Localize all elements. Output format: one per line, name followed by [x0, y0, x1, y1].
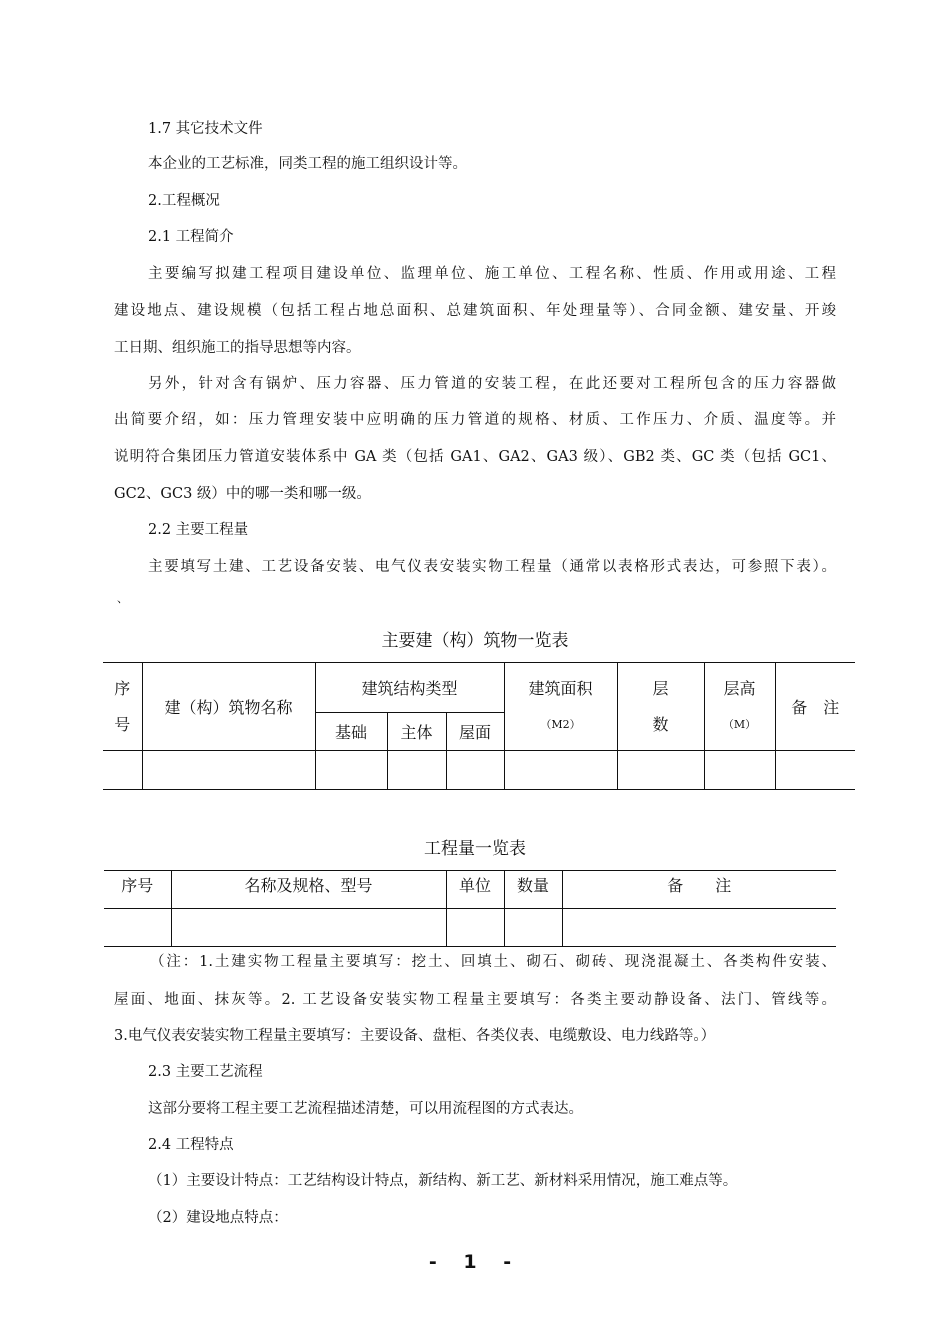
- paragraph-2-2: 主要填写土建、工艺设备安装、电气仪表安装实物工程量（通常以表格形式表达，可参照下表）。: [148, 559, 836, 575]
- heading-2-4: 2.4 工程特点: [148, 1137, 234, 1153]
- table2-title: 工程量一览表: [424, 839, 526, 859]
- col-roof: 屋面: [446, 713, 504, 751]
- paragraph-2-1-line: 建设地点、建设规模（包括工程占地总面积、总建筑面积、年处理量等）、合同金额、建安量、开竣: [114, 303, 836, 319]
- col-unit: 单位: [446, 871, 504, 909]
- col-foundation: 基础: [315, 713, 387, 751]
- page-number: - 1 -: [428, 1251, 522, 1273]
- table-cell: [504, 751, 617, 790]
- col-seq: 序号: [104, 871, 171, 909]
- paragraph-pressure-line: 说明符合集团压力管道安装体系中 GA 类（包括 GA1、GA2、GA3 级）、GB2 类、GC 类（包括 GC1、: [114, 449, 836, 465]
- paragraph-2-1-line: 工日期、组织施工的指导思想等内容。: [114, 340, 361, 356]
- col-name-spec: 名称及规格、型号: [171, 871, 446, 909]
- col-main-body: 主体: [387, 713, 446, 751]
- table-cell: [504, 909, 562, 947]
- table-cell: [446, 751, 504, 790]
- col-note: 备 注: [775, 663, 855, 751]
- col-floor-height: [704, 663, 775, 751]
- paragraph-site-features: （2）建设地点特点：: [148, 1210, 288, 1226]
- paragraph-2-1-line: 主要编写拟建工程项目建设单位、监理单位、施工单位、工程名称、性质、作用或用途、工程: [148, 266, 836, 282]
- table-cell: [775, 751, 855, 790]
- table-cell: [704, 751, 775, 790]
- heading-2-2: 2.2 主要工程量: [148, 522, 249, 538]
- col-area-label: 建筑面积: [528, 678, 593, 698]
- paragraph-pressure-line: 另外，针对含有锅炉、压力容器、压力管道的安装工程，在此还要对工程所包含的压力容器做: [148, 376, 836, 392]
- table-cell: [142, 751, 315, 790]
- heading-1-7: 1.7 其它技术文件: [148, 121, 263, 137]
- paragraph-1-7: 本企业的工艺标准，同类工程的施工组织设计等。: [148, 156, 467, 172]
- col-note: 备 注: [562, 871, 836, 909]
- col-structure-type: 建筑结构类型: [315, 663, 504, 713]
- col-seq: 序号: [103, 663, 142, 751]
- paragraph-design-features: （1）主要设计特点：工艺结构设计特点，新结构、新工艺、新材料采用情况，施工难点等。: [148, 1173, 738, 1189]
- heading-2-1: 2.1 工程简介: [148, 229, 234, 245]
- table1-title: 主要建（构）筑物一览表: [381, 631, 569, 651]
- table-cell: [103, 751, 142, 790]
- table-cell: [617, 751, 704, 790]
- buildings-table: [103, 662, 855, 790]
- note-line: 屋面、地面、抹灰等。2. 工艺设备安装实物工程量主要填写：各类主要动静设备、法门、管线等。: [114, 992, 836, 1008]
- col-area: [504, 663, 617, 751]
- note-line: 3.电气仪表安装实物工程量主要填写：主要设备、盘柜、各类仪表、电缆敷设、电力线路等。）: [114, 1028, 716, 1044]
- col-area-unit: （M2）: [540, 717, 581, 731]
- col-quantity: 数量: [504, 871, 562, 909]
- quantities-table: [104, 870, 836, 947]
- paragraph-pressure-line: GC2、GC3 级）中的哪一类和哪一级。: [114, 486, 371, 502]
- table-cell: [562, 909, 836, 947]
- heading-2-3: 2.3 主要工艺流程: [148, 1064, 263, 1080]
- table-cell: [387, 751, 446, 790]
- col-building-name: 建（构）筑物名称: [142, 663, 315, 751]
- table-cell: [446, 909, 504, 947]
- table-row: [104, 909, 836, 947]
- paragraph-2-3: 这部分要将工程主要工艺流程描述清楚，可以用流程图的方式表达。: [148, 1101, 583, 1117]
- col-floors: 层数: [617, 663, 704, 751]
- table-cell: [171, 909, 446, 947]
- table-row: [103, 751, 855, 790]
- col-height-unit: （M）: [722, 717, 757, 731]
- note-line: （注：1.土建实物工程量主要填写：挖土、回填土、砌石、砌砖、现浇混凝土、各类构件安装、: [150, 954, 836, 970]
- paragraph-pressure-line: 出简要介绍，如：压力管理安装中应明确的压力管道的规格、材质、工作压力、介质、温度等。并: [114, 412, 836, 428]
- table-cell: [315, 751, 387, 790]
- table-cell: [104, 909, 171, 947]
- heading-2: 2.工程概况: [148, 193, 220, 209]
- stray-mark: 、: [117, 592, 128, 605]
- col-height-label: 层高: [723, 678, 756, 698]
